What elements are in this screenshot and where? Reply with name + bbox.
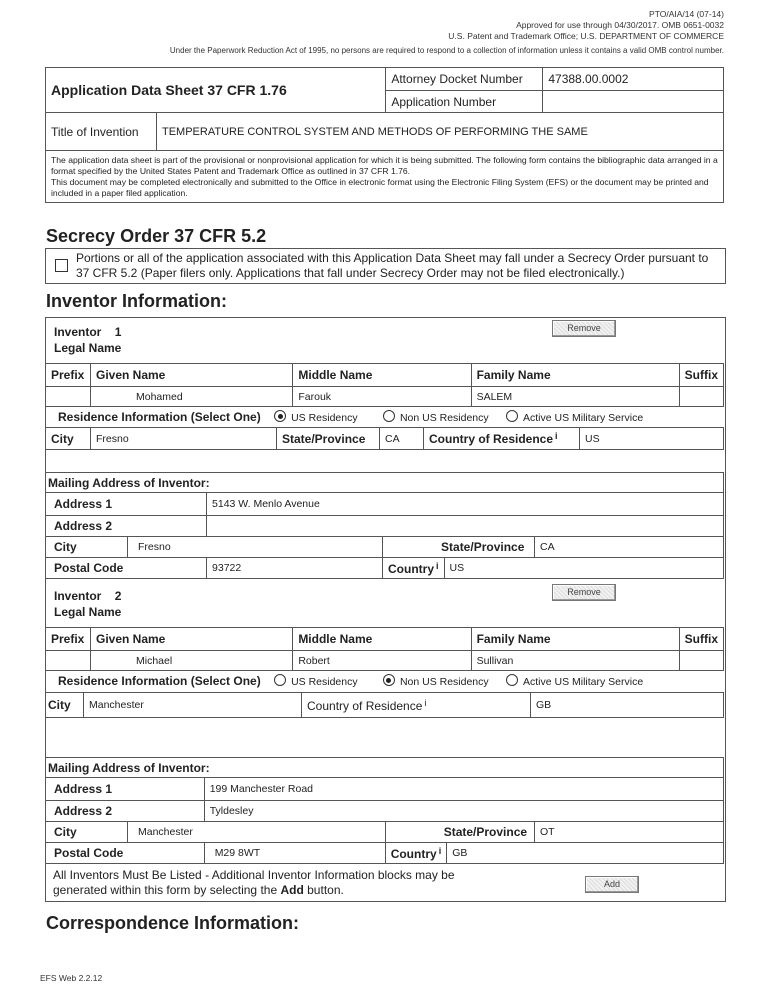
- form-header: [448, 9, 724, 42]
- postal-value[interactable]: 93722: [207, 558, 383, 579]
- inventor-1-number: 1: [114, 325, 122, 339]
- residence-label: Residence Information (Select One): [58, 674, 261, 688]
- state-value[interactable]: OT: [535, 822, 724, 843]
- residence-row-2: [58, 674, 643, 688]
- title-label: Title of Invention: [46, 113, 157, 151]
- us-residency-label: US Residency: [291, 676, 358, 688]
- res-city-label: City: [46, 428, 91, 450]
- form-id: PTO/AIA/14 (07-14): [649, 9, 724, 19]
- mailing-label: Mailing Address of Inventor:: [46, 473, 724, 493]
- res-city-value[interactable]: Fresno: [91, 428, 277, 450]
- inventor-1-label: Inventor: [54, 325, 102, 339]
- inventor-2-name-table: [45, 627, 724, 671]
- middle-header: Middle Name: [293, 364, 471, 387]
- state-label: State/Province: [385, 822, 534, 843]
- given-header: Given Name: [90, 364, 292, 387]
- middle-value[interactable]: Robert: [293, 651, 471, 671]
- family-header: Family Name: [471, 364, 679, 387]
- postal-label: Postal Code: [46, 843, 205, 864]
- us-residency-radio[interactable]: [274, 410, 286, 422]
- docket-value[interactable]: 47388.00.0002: [543, 68, 724, 91]
- inventor-2-title: [54, 589, 121, 603]
- country-label: Country $^i$: [385, 843, 447, 864]
- appno-label: Application Number: [386, 91, 543, 113]
- city-label: City: [46, 822, 128, 843]
- info-icon[interactable]: i: [424, 697, 427, 708]
- non-us-residency-label: Non US Residency: [399, 676, 489, 688]
- res-country-label: Country of Residence $^i$: [424, 428, 580, 450]
- paperwork-notice: Under the Paperwork Reduction Act of 1995, no persons are required to respond to a collection of information unless it contains a valid OMB control number.: [169, 46, 724, 55]
- add-inventor-note: [53, 868, 533, 898]
- ads-title-table: [45, 67, 724, 203]
- prefix-header: Prefix: [46, 364, 91, 387]
- secrecy-heading: Secrecy Order 37 CFR 5.2: [46, 226, 267, 246]
- address1-label: Address 1: [46, 778, 205, 801]
- remove-inventor-1-button[interactable]: Remove: [552, 320, 616, 337]
- address2-value[interactable]: [207, 516, 724, 537]
- non-us-residency-radio[interactable]: [383, 410, 395, 422]
- legal-name-label-1: Legal Name: [54, 341, 122, 355]
- title-value[interactable]: TEMPERATURE CONTROL SYSTEM AND METHODS OF PERFORMING THE SAME: [157, 113, 724, 151]
- suffix-value[interactable]: [679, 387, 723, 407]
- notice-1: The application data sheet is part of the provisional or nonprovisional application for which it is being submitted. The following form contains the bibliographic data arranged in a format specified by the United States Patent and Trademark Office as outlined in 37 CFR 1.76.: [51, 154, 718, 176]
- military-label: Active US Military Service: [523, 412, 644, 424]
- res-country-label: Country of Residence $^i$: [302, 693, 531, 718]
- secrecy-box: [45, 248, 726, 284]
- notice-2: This document may be completed electronically and submitted to the Office in electronic format using the Electronic Filing System (EFS) or the document may be printed and included in a paper filed application.: [51, 176, 709, 198]
- ads-notice: [46, 151, 724, 203]
- residence-row-1: [58, 410, 643, 424]
- country-value[interactable]: GB: [447, 843, 724, 864]
- suffix-header: Suffix: [679, 364, 723, 387]
- res-country-value[interactable]: GB: [531, 693, 724, 718]
- info-icon[interactable]: i: [555, 431, 558, 441]
- address2-label: Address 2: [46, 801, 205, 822]
- office-text: U.S. Patent and Trademark Office; U.S. DEPARTMENT OF COMMERCE: [448, 31, 724, 41]
- prefix-value[interactable]: [46, 387, 91, 407]
- inventor-1-title: [54, 325, 121, 339]
- given-value[interactable]: Mohamed: [90, 387, 292, 407]
- address2-label: Address 2: [46, 516, 207, 537]
- inventor-1-mailing-table: [45, 472, 724, 579]
- military-radio[interactable]: [506, 410, 518, 422]
- city-value[interactable]: Manchester: [128, 822, 386, 843]
- res-state-value[interactable]: CA: [380, 428, 424, 450]
- inventor-2-mailing-table: [45, 757, 724, 864]
- family-header: Family Name: [471, 628, 679, 651]
- res-country-value[interactable]: US: [580, 428, 724, 450]
- legal-name-label-2: Legal Name: [54, 605, 122, 619]
- city-label: City: [46, 537, 128, 558]
- us-residency-label: US Residency: [291, 412, 358, 424]
- appno-value[interactable]: [543, 91, 724, 113]
- suffix-header: Suffix: [679, 628, 723, 651]
- address1-label: Address 1: [46, 493, 207, 516]
- mailing-label: Mailing Address of Inventor:: [46, 758, 724, 778]
- postal-value[interactable]: M29 8WT: [204, 843, 385, 864]
- res-city-value[interactable]: Manchester: [84, 693, 302, 718]
- docket-label: Attorney Docket Number: [386, 68, 543, 91]
- non-us-residency-label: Non US Residency: [399, 412, 489, 424]
- middle-value[interactable]: Farouk: [293, 387, 471, 407]
- inventor-2-number: 2: [114, 589, 122, 603]
- given-header: Given Name: [90, 628, 292, 651]
- state-label: State/Province: [383, 537, 535, 558]
- ads-title: Application Data Sheet 37 CFR 1.76: [46, 68, 386, 113]
- info-icon[interactable]: i: [438, 845, 442, 856]
- secrecy-checkbox[interactable]: [55, 259, 68, 272]
- family-value[interactable]: Sullivan: [471, 651, 679, 671]
- inventor-1-name-table: [45, 363, 724, 407]
- add-note-line-1: All Inventors Must Be Listed - Additional Inventor Information blocks may be: [53, 868, 455, 882]
- city-value[interactable]: Fresno: [128, 537, 383, 558]
- info-icon[interactable]: i: [436, 560, 439, 571]
- inventor-2-residence-table: [45, 692, 724, 718]
- address2-value[interactable]: Tyldesley: [204, 801, 723, 822]
- residence-label: Residence Information (Select One): [58, 410, 261, 424]
- add-note-bold: Add: [280, 883, 304, 897]
- approval-text: Approved for use through 04/30/2017. OMB 0651-0032: [516, 20, 724, 30]
- military-radio[interactable]: [506, 674, 518, 686]
- inventor-heading: Inventor Information:: [46, 291, 227, 311]
- prefix-header: Prefix: [46, 628, 91, 651]
- add-inventor-button[interactable]: Add: [585, 876, 639, 893]
- inventor-2-label: Inventor: [54, 589, 102, 603]
- non-us-residency-radio[interactable]: [383, 674, 395, 686]
- given-value[interactable]: Michael: [90, 651, 292, 671]
- res-state-label: State/Province: [277, 428, 380, 450]
- postal-label: Postal Code: [46, 558, 207, 579]
- res-city-label: City: [46, 693, 84, 718]
- prefix-value[interactable]: [46, 651, 91, 671]
- middle-header: Middle Name: [293, 628, 471, 651]
- country-value[interactable]: US: [444, 558, 723, 579]
- address1-value[interactable]: 199 Manchester Road: [204, 778, 723, 801]
- military-label: Active US Military Service: [523, 676, 644, 688]
- footer-version: EFS Web 2.2.12: [40, 973, 103, 983]
- secrecy-text: Portions or all of the application associated with this Application Data Sheet may fall under a Secrecy Order pursuant to 37 CFR 5.2 (Paper filers only. Applications that fall under Secrecy Order may not be filed electronically.): [76, 251, 709, 280]
- suffix-value[interactable]: [679, 651, 723, 671]
- remove-inventor-2-button[interactable]: Remove: [552, 584, 616, 601]
- us-residency-radio[interactable]: [274, 674, 286, 686]
- add-note-line-2: generated within this form by selecting the Add button.: [53, 883, 344, 897]
- family-value[interactable]: SALEM: [471, 387, 679, 407]
- country-label: Country $^i$: [383, 558, 445, 579]
- address1-value[interactable]: 5143 W. Menlo Avenue: [207, 493, 724, 516]
- correspondence-heading: Correspondence Information:: [46, 913, 300, 933]
- inventor-1-residence-table: [45, 427, 724, 450]
- state-value[interactable]: CA: [535, 537, 724, 558]
